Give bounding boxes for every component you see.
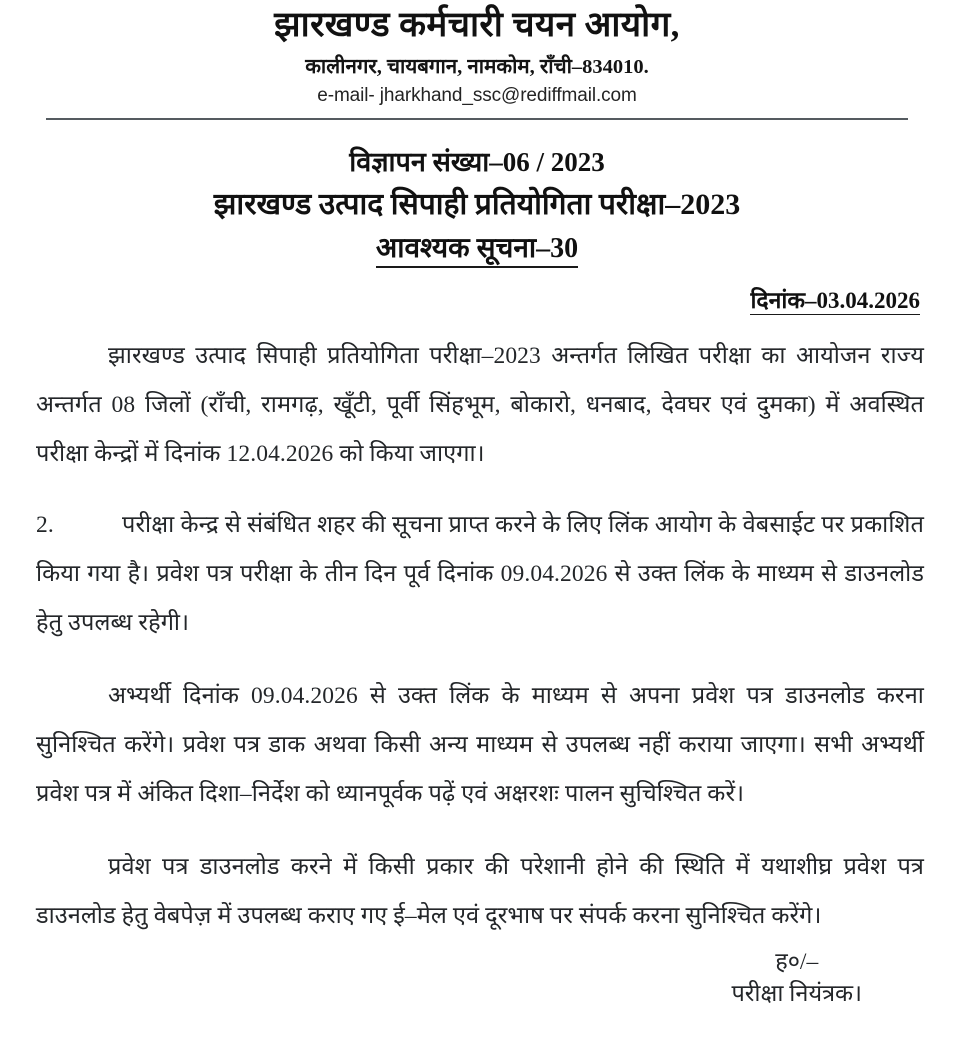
document-date-text: दिनांक–03.04.2026	[750, 287, 920, 313]
paragraph-2-number: 2.	[36, 511, 54, 538]
paragraph-4: प्रवेश पत्र डाउनलोड करने में किसी प्रकार की परेशानी होने की स्थिति में यथाशीघ्र प्रवेश पत्र डाउनलोड हेतु वेबपेज़ में उपलब्ध कराए गए ई–मेल एवं दूरभाष पर संपर्क करना सुनिश्चित करेंगे।	[36, 853, 924, 929]
signature-mark: ह०/–	[775, 948, 819, 975]
advertisement-number: विज्ञापन संख्या–06 / 2023	[349, 147, 605, 178]
organization-name: झारखण्ड कर्मचारी चयन आयोग,	[274, 5, 680, 44]
document-date	[22, 283, 932, 315]
paragraph-1: झारखण्ड उत्पाद सिपाही प्रतियोगिता परीक्षा–2023 अन्तर्गत लिखित परीक्षा का आयोजन राज्य अन्तर्गत 08 जिलों (राँची, रामगढ़, खूँटी, पूर्वी सिंहभूम, बोकारो, धनबाद, देवघर एवं दुमका) में अवस्थित परीक्षा केन्द्रों में दिनांक 12.04.2026 को किया जाएगा।	[36, 342, 924, 467]
letterhead	[22, 4, 932, 109]
signature-block	[731, 947, 862, 1010]
exam-title: झारखण्ड उत्पाद सिपाही प्रतियोगिता परीक्षा–2023	[213, 187, 741, 221]
paragraph-3: अभ्यर्थी दिनांक 09.04.2026 से उक्त लिंक के माध्यम से अपना प्रवेश पत्र डाउनलोड करना सुनिश्चित करेंगे। प्रवेश पत्र डाक अथवा किसी अन्य माध्यम से उपलब्ध नहीं कराया जाएगा। सभी अभ्यर्थी प्रवेश पत्र में अंकित दिशा–निर्देश को ध्यानपूर्वक पढ़ें एवं अक्षरशः पालन सुचिश्चित करें।	[36, 682, 924, 807]
notice-number-text: आवश्यक सूचना–30	[376, 233, 578, 268]
signature-designation: परीक्षा नियंत्रक।	[731, 980, 862, 1007]
header-divider	[46, 118, 908, 120]
title-block	[22, 145, 932, 267]
paragraph-2	[36, 501, 924, 648]
organization-email: e-mail- jharkhand_ssc@rediffmail.com	[317, 85, 637, 107]
paragraph-2-text: परीक्षा केन्द्र से संबंधित शहर की सूचना प्राप्त करने के लिए लिंक आयोग के वेबसाईट पर प्रकाशित किया गया है। प्रवेश पत्र परीक्षा के तीन दिन पूर्व दिनांक 09.04.2026 से उक्त लिंक के माध्यम से डाउनलोड हेतु उपलब्ध रहेगी।	[36, 511, 924, 636]
notice-number	[22, 231, 932, 267]
document-body	[22, 332, 932, 941]
organization-address: कालीनगर, चायबगान, नामकोम, राँची–834010.	[305, 55, 649, 78]
